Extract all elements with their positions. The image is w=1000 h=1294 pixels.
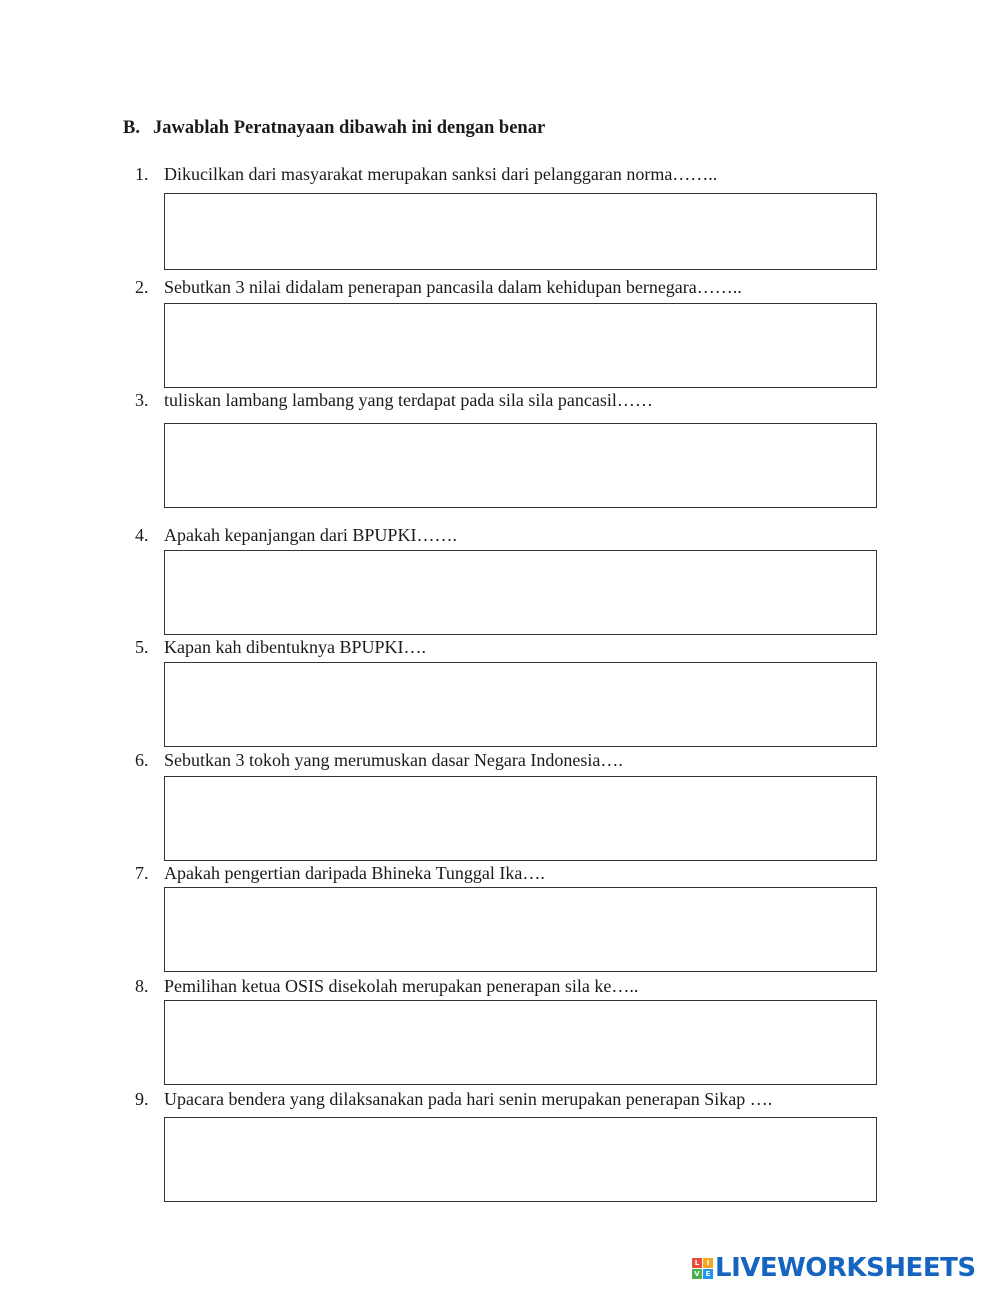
- question-number: 5.: [135, 637, 149, 657]
- question-number: 9.: [135, 1089, 149, 1109]
- question-text: Pemilihan ketua OSIS disekolah merupakan penerapan sila ke…..: [164, 976, 639, 996]
- question-number: 2.: [135, 277, 149, 297]
- liveworksheets-logo-mark-icon: [692, 1258, 713, 1279]
- question-text: Kapan kah dibentuknya BPUPKI….: [164, 637, 426, 657]
- question-text: Sebutkan 3 tokoh yang merumuskan dasar Negara Indonesia….: [164, 750, 623, 770]
- answer-box-5[interactable]: [164, 662, 877, 747]
- question-number: 3.: [135, 390, 149, 410]
- answer-box-6[interactable]: [164, 776, 877, 861]
- liveworksheets-logo-text: LIVEWORKSHEETS: [715, 1253, 976, 1283]
- logo-mark-tile: I: [703, 1258, 713, 1268]
- logo-mark-tile: E: [703, 1269, 713, 1279]
- question-number: 6.: [135, 750, 149, 770]
- logo-mark-tile: L: [692, 1258, 702, 1268]
- question-text: Dikucilkan dari masyarakat merupakan sanksi dari pelanggaran norma……..: [164, 164, 718, 184]
- question-number: 1.: [135, 164, 149, 184]
- question-text: Sebutkan 3 nilai didalam penerapan pancasila dalam kehidupan bernegara……..: [164, 277, 742, 297]
- question-number: 7.: [135, 863, 149, 883]
- liveworksheets-logo[interactable]: [692, 1253, 976, 1283]
- section-title-text: Jawablah Peratnayaan dibawah ini dengan benar: [153, 118, 546, 138]
- question-text: Apakah pengertian daripada Bhineka Tunggal Ika….: [164, 863, 545, 883]
- section-title: [123, 118, 545, 139]
- answer-box-4[interactable]: [164, 550, 877, 635]
- question-number: 8.: [135, 976, 149, 996]
- question-text: tuliskan lambang lambang yang terdapat pada sila sila pancasil……: [164, 390, 653, 410]
- logo-mark-tile: V: [692, 1269, 702, 1279]
- answer-box-2[interactable]: [164, 303, 877, 388]
- question-number: 4.: [135, 525, 149, 545]
- answer-box-9[interactable]: [164, 1117, 877, 1202]
- answer-box-7[interactable]: [164, 887, 877, 972]
- answer-box-1[interactable]: [164, 193, 877, 270]
- section-letter: B.: [123, 118, 140, 138]
- answer-box-3[interactable]: [164, 423, 877, 508]
- question-text: Apakah kepanjangan dari BPUPKI…….: [164, 525, 457, 545]
- answer-box-8[interactable]: [164, 1000, 877, 1085]
- question-text: Upacara bendera yang dilaksanakan pada hari senin merupakan penerapan Sikap ….: [164, 1089, 773, 1109]
